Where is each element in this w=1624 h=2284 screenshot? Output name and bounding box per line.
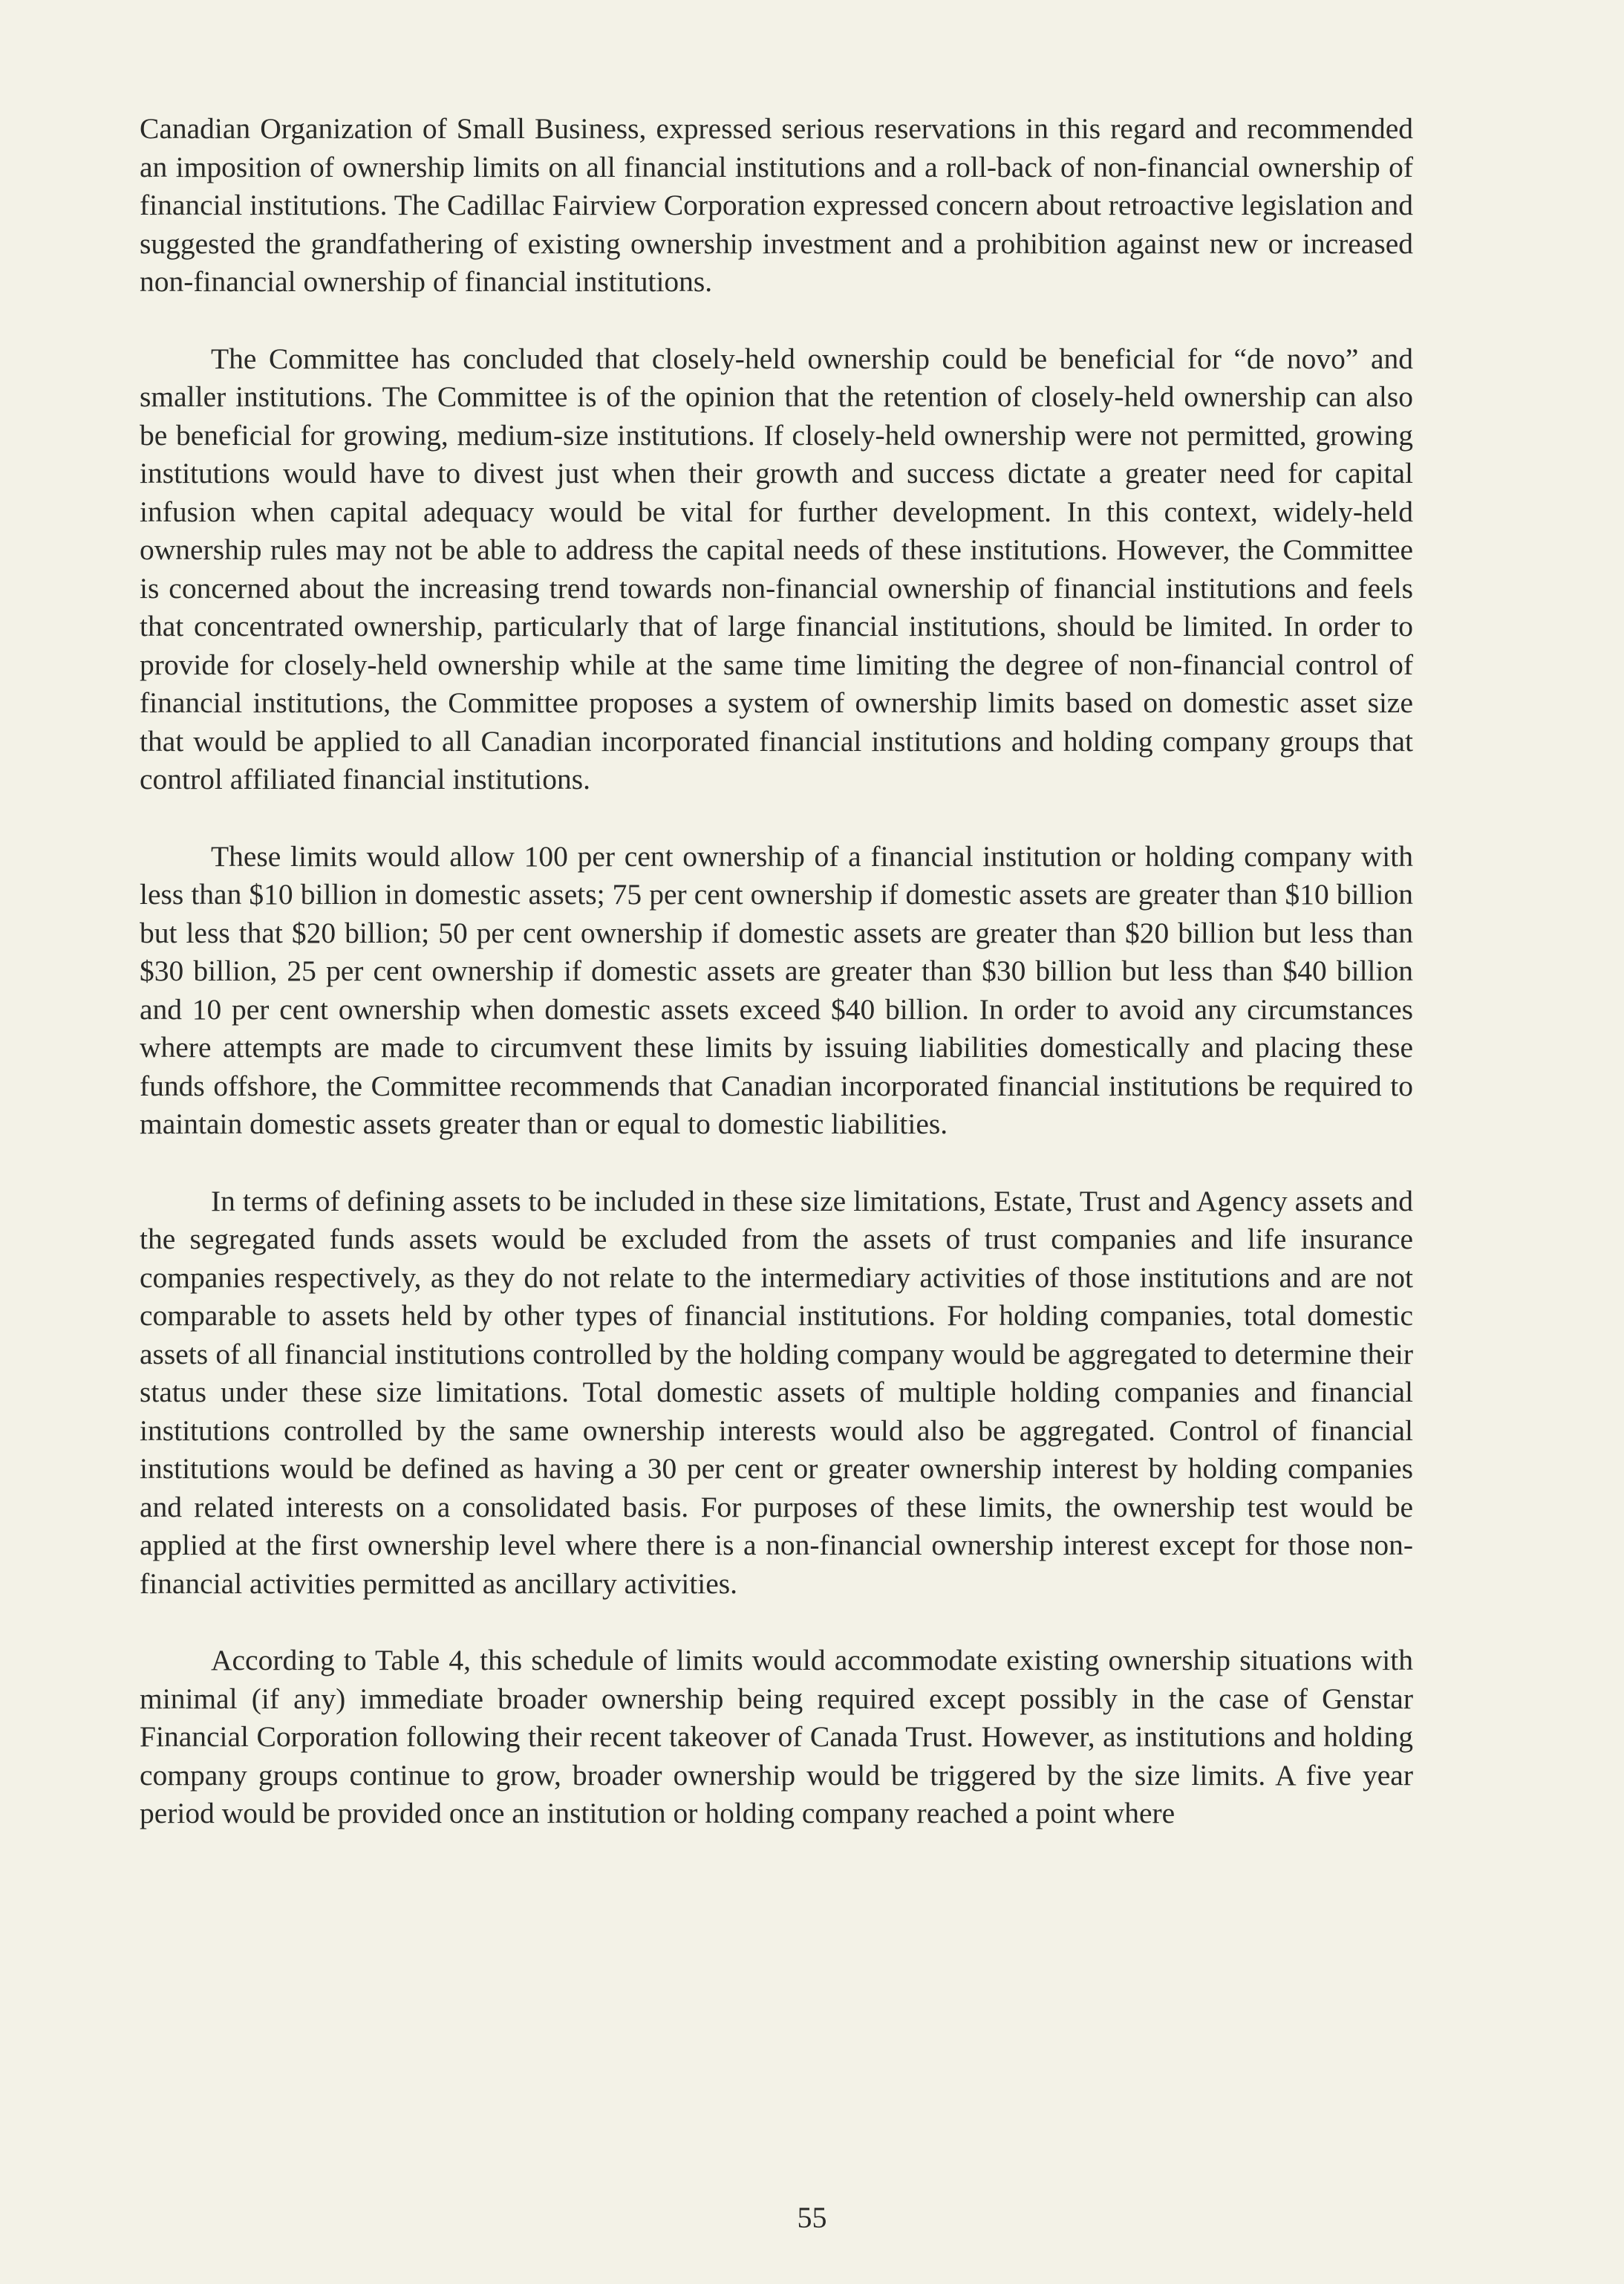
paragraph-2: The Committee has concluded that closely-held ownership could be beneficial for “de novo” and smaller institutions. The Committee is of the opinion that the retention of closely-held ownership can also be beneficial for growing, medium-size institutions. If closely-held ownership were not permitted, growing institutions would have to divest just when their growth and success dictate a greater need for capital infusion when capital adequacy would be vital for further development. In this context, widely-held ownership rules may not be able to address the capital needs of these institutions. However, the Committee is concerned about the increasing trend towards non-financial ownership of financial institutions and feels that concentrated ownership, particularly that of large financial institutions, should be limited. In order to provide for closely-held ownership while at the same time limiting the degree of non-financial control of financial institutions, the Committee proposes a system of ownership limits based on domestic asset size that would be applied to all Canadian incorporated financial institutions and holding company groups that control affiliated financial institutions. <box>140 342 1413 796</box>
paragraph-1: Canadian Organization of Small Business, expressed serious reservations in this regard and recommended an imposition of ownership limits on all financial institutions and a roll-back of non-financial ownership of financial institutions. The Cadillac Fairview Corporation expressed concern about retroactive legislation and suggested the grandfathering of existing ownership investment and a prohibition against new or increased non-financial ownership of financial institutions. <box>140 112 1413 298</box>
paragraph-4: In terms of defining assets to be included in these size limitations, Estate, Trust and Agency assets and the segregated funds assets would be excluded from the assets of trust companies and life insurance companies respectively, as they do not relate to the intermediary activities of those institutions and are not comparable to assets held by other types of financial institutions. For holding companies, total domestic assets of all financial institutions controlled by the holding company would be aggregated to determine their status under these size limitations. Total domestic assets of multiple holding companies and financial institutions controlled by the same ownership interests would also be aggregated. Control of financial institutions would be defined as having a 30 per cent or greater ownership interest by holding companies and related interests on a consolidated basis. For purposes of these limits, the ownership test would be applied at the first ownership level where there is a non-financial ownership interest except for those non-financial activities permitted as ancillary activities. <box>140 1184 1413 1600</box>
document-page <box>140 110 1413 1872</box>
page-number: 55 <box>797 2201 827 2234</box>
paragraph-5: According to Table 4, this schedule of limits would accommodate existing ownership situations with minimal (if any) immediate broader ownership being required except possibly in the case of Genstar Financial Corporation following their recent takeover of Canada Trust. However, as institutions and holding company groups continue to grow, broader ownership would be triggered by the size limits. A five year period would be provided once an institution or holding company reached a point where <box>140 1644 1413 1829</box>
paragraph-3: These limits would allow 100 per cent ownership of a financial institution or holding company with less than $10 billion in domestic assets; 75 per cent ownership if domestic assets are greater than $10 billion but less that $20 billion; 50 per cent ownership if domestic assets are greater than $20 billion but less than $30 billion, 25 per cent ownership if domestic assets are greater than $30 billion but less than $40 billion and 10 per cent ownership when domestic assets exceed $40 billion. In order to avoid any circumstances where attempts are made to circumvent these limits by issuing liabilities domestically and placing these funds offshore, the Committee recommends that Canadian incorporated financial institutions be required to maintain domestic assets greater than or equal to domestic liabilities. <box>140 839 1413 1140</box>
